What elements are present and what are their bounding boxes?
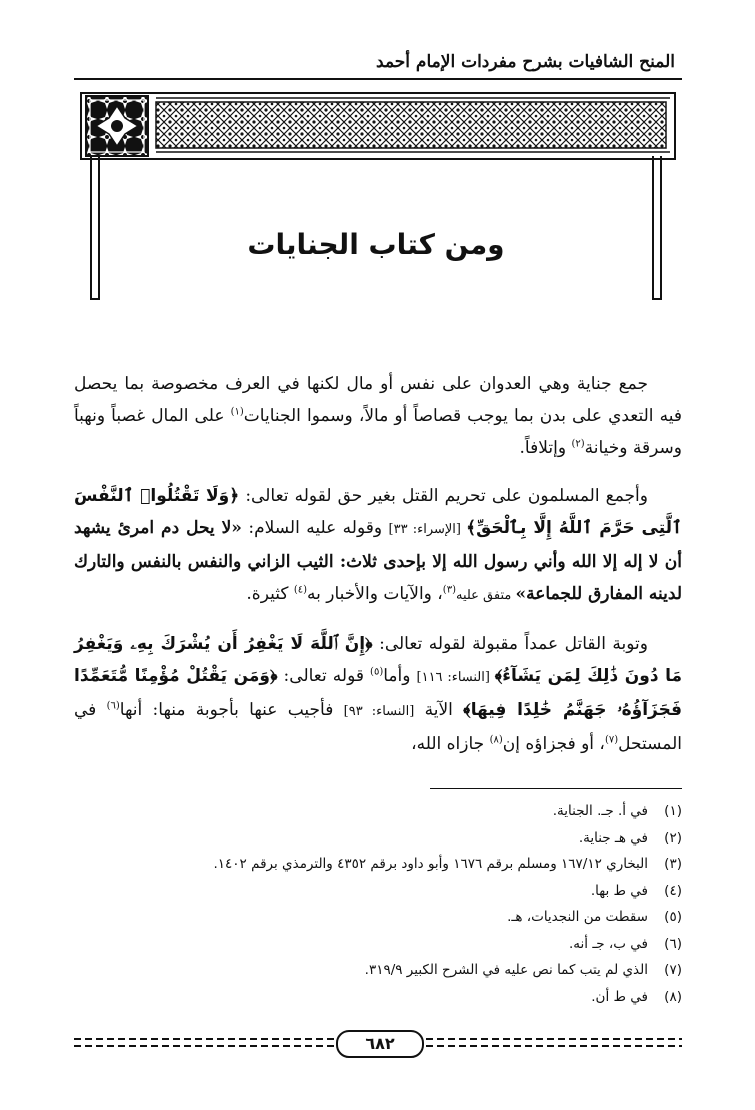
footnote-number: (٨) xyxy=(664,988,682,1005)
footnote-number: (٦) xyxy=(664,935,682,952)
chapter-title: ومن كتاب الجنايات xyxy=(247,228,505,261)
paragraph-3 xyxy=(74,628,682,760)
footnote-text: في هـ جناية. xyxy=(578,829,648,846)
footnote-item xyxy=(74,878,682,905)
frame-post-left xyxy=(90,156,100,300)
text-run: قوله تعالى: xyxy=(277,666,371,686)
footnote-item xyxy=(74,904,682,931)
text-run: في المستحل xyxy=(74,700,682,754)
footnotes xyxy=(74,798,682,1010)
footnote-item xyxy=(74,931,682,958)
text-run: كثيرة. xyxy=(246,584,294,604)
footnote-ref: (١) xyxy=(230,406,244,418)
footnote-item xyxy=(74,984,682,1011)
footnote-item xyxy=(74,957,682,984)
hadith-text: «لا يحل دم امرئ يشهد أن لا إله إلا الله وأني رسول الله إلا بإحدى ثلاث: الثيب الزاني والنفس بالنفس والتارك لدينه المفارق للجماعة» xyxy=(74,518,682,604)
quran-verse: ﴿وَمَن يَقْتُلْ مُؤْمِنًا مُّتَعَمِّدًا فَجَزَآؤُهُۥ جَهَنَّمُ خَٰلِدًا فِيهَا﴾ xyxy=(74,666,683,720)
header-rule xyxy=(74,78,682,80)
ornamental-frame xyxy=(80,92,676,160)
footnote-ref: (٤) xyxy=(293,584,308,596)
footnote-ref: (٨) xyxy=(489,734,503,746)
body-text xyxy=(74,368,682,776)
footnote-number: (٧) xyxy=(664,962,682,978)
footnote-ref: (٧) xyxy=(604,734,619,746)
footnote-ref: (٦) xyxy=(106,700,120,712)
frame-band-pattern xyxy=(156,102,666,148)
paragraph-2 xyxy=(74,480,682,612)
text-run: ، والآيات والأخبار به xyxy=(307,584,443,604)
footnote-ref: (٣) xyxy=(442,584,456,596)
quran-verse: ﴿إِنَّ ٱللَّهَ لَا يَغْفِرُ أَن يُشْرَكَ بِهِۦ وَيَغْفِرُ مَا دُونَ ذَٰلِكَ لِمَن يَشَآءُ﴾ xyxy=(74,634,683,686)
footnote-text: سقطت من النجديات، هـ. xyxy=(507,909,648,925)
text-run: جمع جناية وهي العدوان على نفس أو مال لكنها في العرف مخصوصة بما يحصل فيه التعدي على بدن بما يوجب قصاصاً أو مالاً، وسموا الجنايات xyxy=(74,374,682,426)
frame-post-right xyxy=(652,156,662,300)
text-run: الآية xyxy=(414,700,464,720)
text-run: ، أو فجزاؤه إن xyxy=(502,734,605,754)
text-run: جازاه الله، xyxy=(411,734,490,754)
footnote-item xyxy=(74,825,682,852)
footnote-ref: (٢) xyxy=(571,438,585,450)
footnote-separator xyxy=(430,788,682,789)
running-header: المنح الشافيات بشرح مفردات الإمام أحمد xyxy=(376,52,675,72)
verse-citation: [النساء: ٩٣] xyxy=(343,704,415,719)
verse-citation: [الإسراء: ٣٣] xyxy=(388,522,467,537)
footnote-number: (٥) xyxy=(664,909,682,925)
text-run: وإتلافاً. xyxy=(519,438,572,458)
footnote-text: الذي لم يتب كما نص عليه في الشرح الكبير ٣١٩/٩. xyxy=(364,962,648,978)
footnote-text: البخاري ١٦٧/١٢ ومسلم برقم ١٦٧٦ وأبو داود برقم ٤٣٥٢ والترمذي برقم ١٤٠٢. xyxy=(213,856,648,872)
text-run: متفق عليه xyxy=(455,588,516,603)
text-run: وأما xyxy=(383,666,417,686)
page-number: ٦٨٢ xyxy=(336,1030,424,1058)
text-run: على المال غصباً ونهباً وسرقة وخيانة xyxy=(74,406,682,458)
footnote-text: في أ. جـ. الجناية. xyxy=(552,803,648,819)
text-run: وتوبة القاتل عمداً مقبولة لقوله تعالى: xyxy=(372,634,648,654)
footnote-number: (٤) xyxy=(664,882,682,899)
quran-verse: ﴿وَلَا تَقْتُلُوا۟ ٱلنَّفْسَ ٱلَّتِى حَرَّمَ ٱللَّهُ إِلَّا بِٱلْحَقِّ﴾ xyxy=(74,486,682,538)
footnote-number: (١) xyxy=(664,803,682,819)
footnote-number: (٢) xyxy=(664,829,682,846)
footnote-text: في ط أن. xyxy=(591,988,648,1005)
footnote-text: في ط بها. xyxy=(590,882,648,899)
paragraph-1 xyxy=(74,368,682,464)
verse-citation: [النساء: ١١٦] xyxy=(416,670,495,685)
text-run: وأجمع المسلمون على تحريم القتل بغير حق لقوله تعالى: xyxy=(239,486,648,506)
text-run: وقوله عليه السلام: xyxy=(241,518,389,538)
footnote-number: (٣) xyxy=(664,856,682,872)
footnote-text: في ب، جـ أنه. xyxy=(569,935,648,952)
footnote-item xyxy=(74,851,682,878)
footnote-item xyxy=(74,798,682,825)
footnote-ref: (٥) xyxy=(370,666,384,678)
page-footer xyxy=(74,1030,682,1056)
text-run: فأجيب عنها بأجوبة منها: أنها xyxy=(119,700,344,720)
